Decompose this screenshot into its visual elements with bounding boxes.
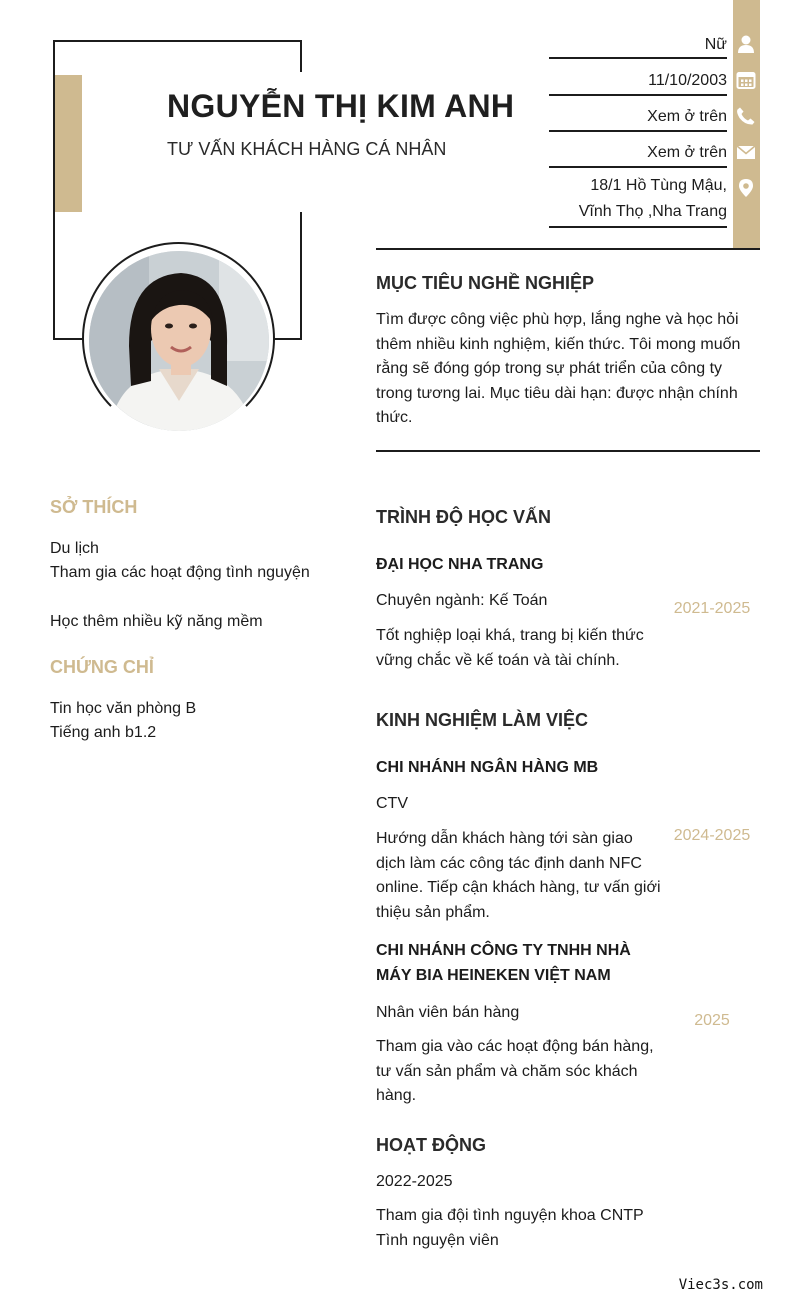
contact-divider [549,130,727,132]
objective-text: Tìm được công việc phù hợp, lắng nghe và học hỏi thêm nhiều kinh nghiệm, kiến thức. Tôi mong muốn rằng sẽ đóng góp trong sự phát triển của công ty trong tương lai. Mục tiêu dài hạn: được nhận chính thức. [376,311,741,426]
avatar [89,251,269,431]
education-major: Chuyên ngành: Kế Toán [376,592,548,609]
job-company: CHI NHÁNH NGÂN HÀNG MB [376,759,599,776]
address-line-1: 18/1 Hồ Tùng Mậu, [590,177,727,194]
experience-heading: KINH NGHIỆM LÀM VIỆC [376,710,589,730]
objective-rule-top [376,248,760,250]
certificates-heading: CHỨNG CHỈ [50,657,154,677]
education-description: Tốt nghiệp loại khá, trang bị kiến thức vững chắc về kế toán và tài chính. [376,627,644,669]
person-icon [736,34,756,54]
job-role: Nhân viên bán hàng [376,1004,520,1021]
birthdate-value: 11/10/2003 [648,72,727,89]
header-frame-bottom-right [272,338,302,340]
footer-watermark: Viec3s.com [678,1277,763,1293]
job-years: 2024-2025 [673,827,751,844]
job-years: 2025 [694,1012,730,1029]
activities-heading: HOẠT ĐỘNG [376,1135,486,1155]
activities-years: 2022-2025 [376,1173,453,1190]
gender-value: Nữ [704,36,727,53]
activity-item: Tham gia đội tình nguyện khoa CNTP [376,1207,644,1224]
job-description: Hướng dẫn khách hàng tới sàn giao dịch làm các công tác định danh NFC online. Tiếp cận khách hàng, tư vấn giới thiệu sản phẩm. [376,830,661,921]
contact-divider [549,166,727,168]
candidate-name: NGUYỄN THỊ KIM ANH [167,88,515,124]
hobby-item: Tham gia các hoạt động tình nguyện [50,564,310,581]
header-frame-right-top [300,40,302,72]
hobby-item: Du lịch [50,540,99,557]
header-frame-right [300,212,302,340]
hobbies-heading: SỞ THÍCH [50,497,138,517]
contact-divider [549,226,727,228]
school-name: ĐẠI HỌC NHA TRANG [376,556,544,573]
objective-rule-bottom [376,450,760,452]
address-line-2: Vĩnh Thọ ,Nha Trang [578,203,727,220]
hobby-item: Học thêm nhiều kỹ năng mềm [50,613,263,630]
education-heading: TRÌNH ĐỘ HỌC VẤN [376,507,551,527]
job-role: CTV [376,795,408,812]
header-frame-top [53,40,302,42]
header-frame-bottom-left [53,338,83,340]
activity-item: Tình nguyện viên [376,1232,499,1249]
phone-value: Xem ở trên [647,108,727,125]
job-description: Tham gia vào các hoạt động bán hàng, tư vấn sản phẩm và chăm sóc khách hàng. [376,1038,654,1104]
certificate-item: Tiếng anh b1.2 [50,724,157,741]
calendar-icon [736,70,756,90]
contact-divider [549,94,727,96]
certificate-item: Tin học văn phòng B [50,700,197,717]
education-years: 2021-2025 [673,600,751,617]
phone-icon [736,106,756,126]
email-value: Xem ở trên [647,144,727,161]
accent-bar [55,75,82,212]
job-title: TƯ VẤN KHÁCH HÀNG CÁ NHÂN [167,139,447,159]
objective-heading: MỤC TIÊU NGHỀ NGHIỆP [376,273,595,293]
contact-divider [549,57,727,59]
location-icon [736,178,756,198]
job-company: CHI NHÁNH CÔNG TY TNHH NHÀ MÁY BIA HEINEKEN VIỆT NAM [376,942,631,984]
email-icon [736,142,756,162]
